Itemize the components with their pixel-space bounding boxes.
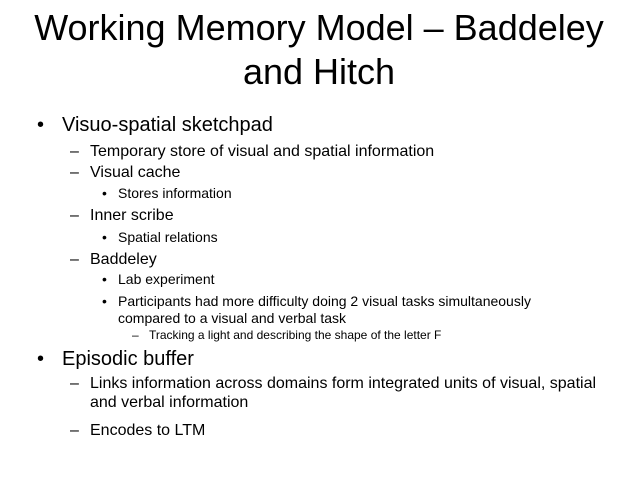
bullet-marker: • (102, 229, 107, 245)
bullet-visuo-spatial-sketchpad: Visuo-spatial sketchpad (62, 114, 273, 136)
bullet-spatial-relations: Spatial relations (118, 229, 218, 245)
slide-title: Working Memory Model – Baddeley and Hitch (34, 7, 604, 92)
bullet-links-information: Links information across domains form integrated units of visual, spatial (90, 375, 597, 392)
dash-marker: – (70, 375, 79, 392)
bullet-participants-continued: compared to a visual and verbal task (118, 310, 347, 326)
bullet-tracking-light: Tracking a light and describing the shape of the letter F (149, 328, 442, 342)
bullet-baddeley: Baddeley (90, 251, 157, 268)
dash-marker: – (70, 422, 79, 439)
bullet-inner-scribe: Inner scribe (90, 207, 174, 224)
dash-marker: – (70, 164, 79, 181)
bullet-episodic-buffer: Episodic buffer (62, 348, 194, 370)
bullet-marker: • (37, 114, 45, 136)
dash-marker: – (132, 328, 139, 342)
bullet-marker: • (102, 185, 107, 201)
bullet-stores-information: Stores information (118, 185, 232, 201)
dash-marker: – (70, 251, 79, 268)
bullet-marker: • (37, 348, 45, 370)
bullet-encodes-to-ltm: Encodes to LTM (90, 422, 206, 439)
dash-marker: – (70, 143, 79, 160)
dash-marker: – (70, 207, 79, 224)
bullet-marker: • (102, 293, 107, 309)
bullet-participants: Participants had more difficulty doing 2 visual tasks simultaneously (118, 293, 531, 309)
bullet-marker: • (102, 271, 107, 287)
bullet-visual-cache: Visual cache (90, 164, 181, 181)
bullet-links-information-continued: and verbal information (90, 394, 249, 411)
bullet-temporary-store: Temporary store of visual and spatial information (90, 143, 435, 160)
bullet-lab-experiment: Lab experiment (118, 271, 215, 287)
